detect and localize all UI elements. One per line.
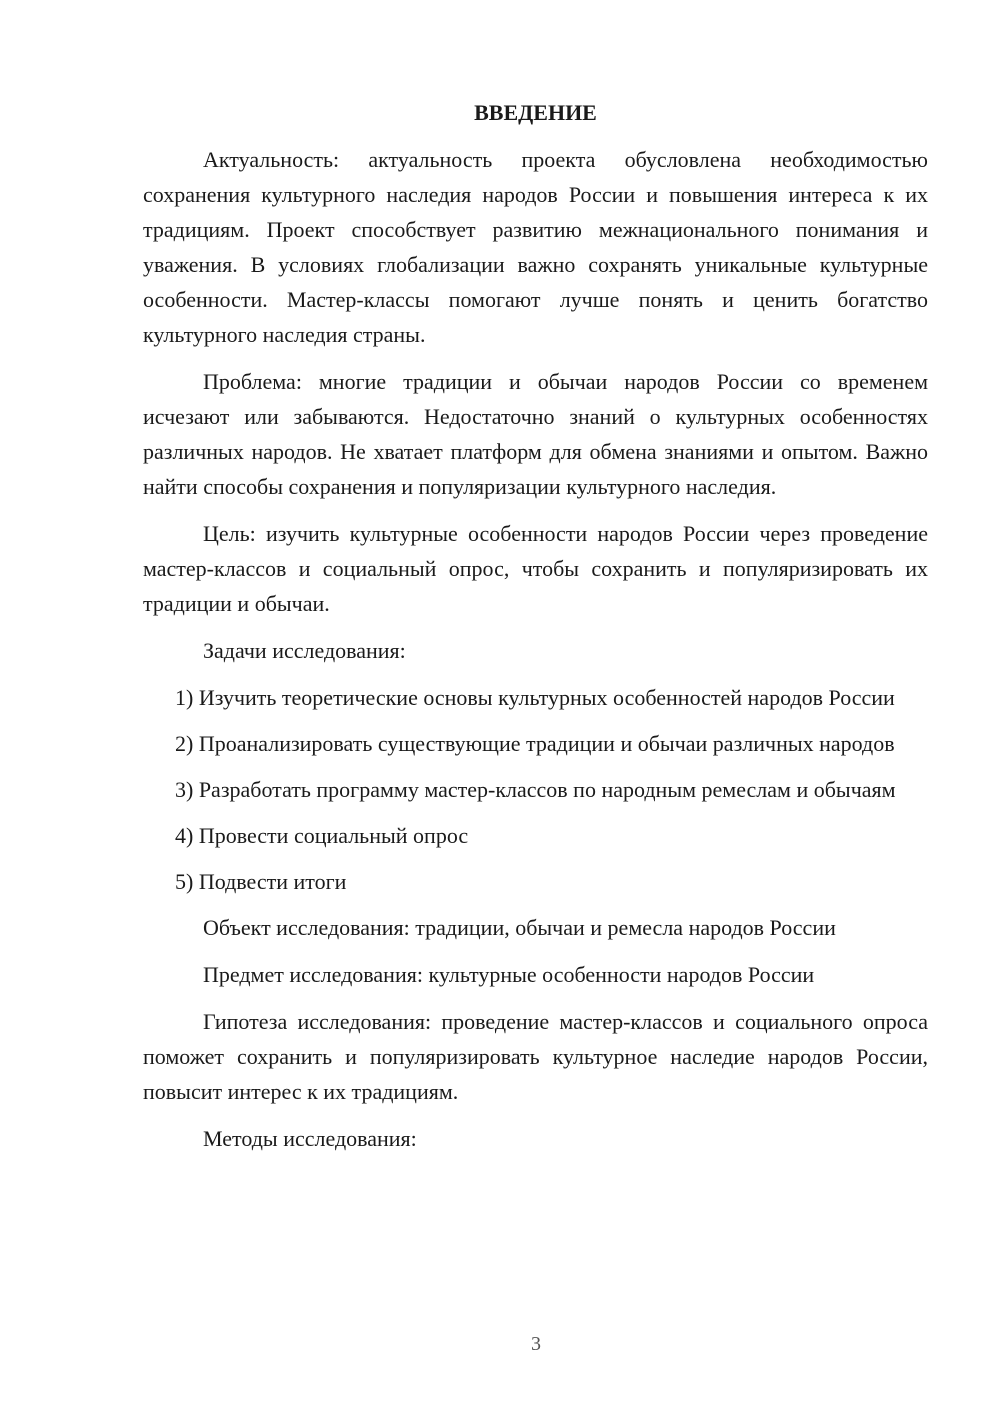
problem-paragraph: Проблема: многие традиции и обычаи народов России со временем исчезают или забываются. Недостаточно знаний о культурных особенностях различных народов. Не хватает платформ для обмена знаниями и опытом. Важно найти способы сохранения и популяризации культурного наследия.	[143, 369, 928, 499]
list-item: 5) Подвести итоги	[175, 869, 347, 894]
object-paragraph: Объект исследования: традиции, обычаи и ремесла народов России	[203, 915, 836, 940]
document-page	[143, 95, 928, 1168]
page-number: 3	[531, 1333, 541, 1355]
list-item: 1) Изучить теоретические основы культурных особенностей народов России	[175, 685, 895, 710]
methods-title: Методы исследования:	[203, 1126, 417, 1151]
goal-paragraph: Цель: изучить культурные особенности народов России через проведение мастер-классов и социальный опрос, чтобы сохранить и популяризировать их традиции и обычаи.	[143, 521, 928, 616]
list-item: 3) Разработать программу мастер-классов по народным ремеслам и обычаям	[175, 777, 896, 802]
page-title: ВВЕДЕНИЕ	[474, 100, 597, 125]
list-item: 2) Проанализировать существующие традиции и обычаи различных народов	[175, 731, 895, 756]
hypothesis-paragraph: Гипотеза исследования: проведение мастер-классов и социального опроса поможет сохранить и популяризировать культурное наследие народов России, повысит интерес к их традициям.	[143, 1009, 928, 1104]
subject-paragraph: Предмет исследования: культурные особенности народов России	[203, 962, 815, 987]
tasks-list	[143, 680, 928, 899]
tasks-title: Задачи исследования:	[203, 638, 406, 663]
relevance-paragraph: Актуальность: актуальность проекта обусловлена необходимостью сохранения культурного наследия народов России и повышения интереса к их традициям. Проект способствует развитию межнационального понимания и уважения. В условиях глобализации важно сохранять уникальные культурные особенности. Мастер-классы помогают лучше понять и ценить богатство культурного наследия страны.	[143, 147, 928, 347]
list-item: 4) Провести социальный опрос	[175, 823, 469, 848]
